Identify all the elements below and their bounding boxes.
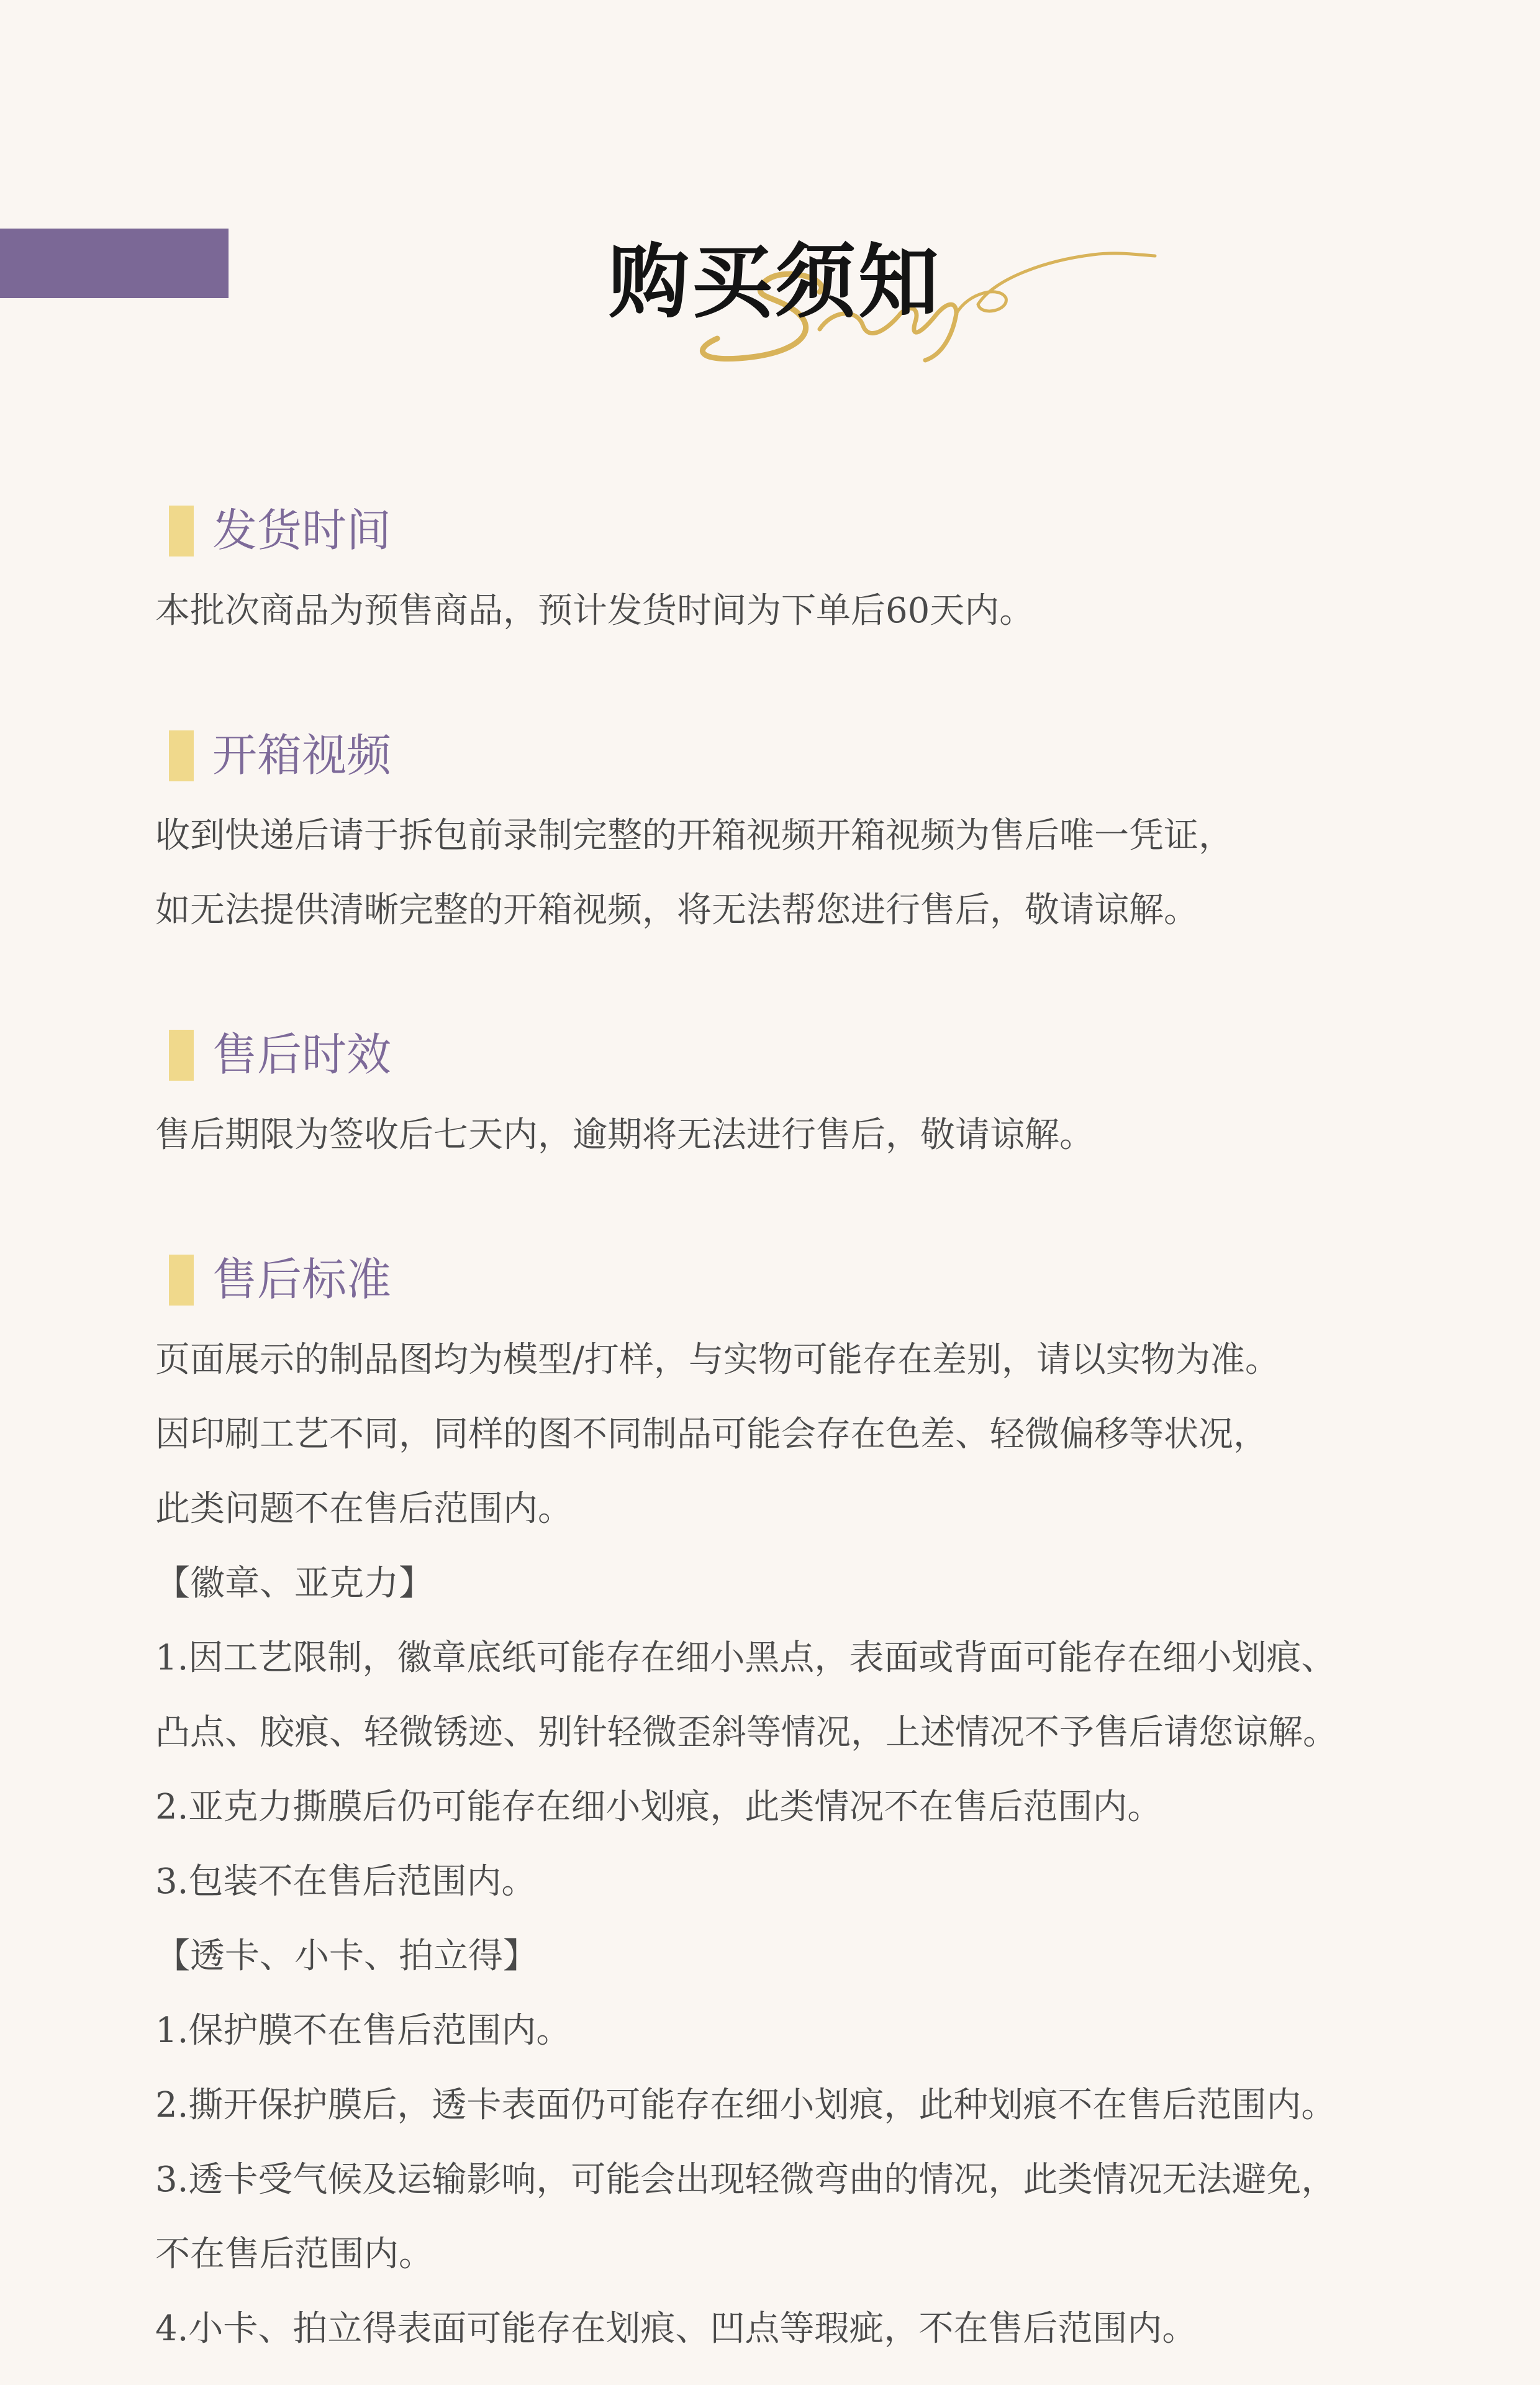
body-line: 3.包装不在售后范围内。 — [155, 1861, 537, 1902]
body-line: 本批次商品为预售商品，预计发货时间为下单后60天内。 — [155, 591, 1035, 631]
body-line: 4.小卡、拍立得表面可能存在划痕、凹点等瑕疵，不在售后范围内。 — [155, 2309, 1197, 2349]
section-title: 售后时效 — [212, 1029, 392, 1081]
body-line: 此类问题不在售后范围内。 — [155, 1489, 573, 1529]
section-body — [155, 1098, 1397, 1173]
section-body — [155, 574, 1397, 648]
section-title: 发货时间 — [212, 504, 392, 556]
body-line: 收到快递后请于拆包前录制完整的开箱视频开箱视频为售后唯一凭证， — [155, 815, 1233, 856]
body-line: 售后期限为签收后七天内，逾期将无法进行售后，敬请谅解。 — [155, 1115, 1094, 1155]
body-line: 【徽章、亚克力】 — [155, 1563, 433, 1604]
section-header — [155, 1025, 1397, 1084]
body-line: 2.亚克力撕膜后仍可能存在细小划痕，此类情况不在售后范围内。 — [155, 1787, 1162, 1827]
section-unboxing-video — [155, 725, 1397, 948]
title-block — [596, 205, 1217, 366]
body-line: 如无法提供清晰完整的开箱视频，将无法帮您进行售后，敬请谅解。 — [155, 890, 1198, 930]
body-line: 凸点、胶痕、轻微锈迹、别针轻微歪斜等情况，上述情况不予售后请您谅解。 — [155, 1712, 1338, 1753]
section-title: 售后标准 — [212, 1253, 392, 1306]
section-body — [155, 1323, 1397, 2366]
section-after-sales-standard — [155, 1250, 1397, 2366]
section-body — [155, 799, 1397, 948]
body-line: 因印刷工艺不同，同样的图不同制品可能会存在色差、轻微偏移等状况， — [155, 1414, 1268, 1455]
section-shipping-time — [155, 501, 1397, 648]
section-marker — [169, 730, 194, 781]
body-line: 不在售后范围内。 — [155, 2234, 433, 2274]
page-title: 购买须知 — [609, 234, 942, 329]
section-header — [155, 1250, 1397, 1309]
section-header — [155, 725, 1397, 785]
body-line: 【透卡、小卡、拍立得】 — [155, 1936, 538, 1976]
section-marker — [169, 506, 194, 556]
body-line: 1.因工艺限制，徽章底纸可能存在细小黑点，表面或背面可能存在细小划痕、 — [155, 1638, 1336, 1678]
section-marker — [169, 1030, 194, 1081]
accent-bar — [0, 229, 229, 298]
body-line: 页面展示的制品图均为模型/打样，与实物可能存在差别，请以实物为准。 — [155, 1340, 1280, 1380]
section-marker — [169, 1255, 194, 1306]
body-line: 1.保护膜不在售后范围内。 — [155, 2010, 571, 2051]
body-line: 2.撕开保护膜后，透卡表面仍可能存在细小划痕，此种划痕不在售后范围内。 — [155, 2085, 1336, 2125]
section-header — [155, 501, 1397, 560]
section-after-sales-period — [155, 1025, 1397, 1173]
body-line: 3.透卡受气候及运输影响，可能会出现轻微弯曲的情况，此类情况无法避免， — [155, 2160, 1336, 2200]
section-title: 开箱视频 — [212, 729, 392, 781]
